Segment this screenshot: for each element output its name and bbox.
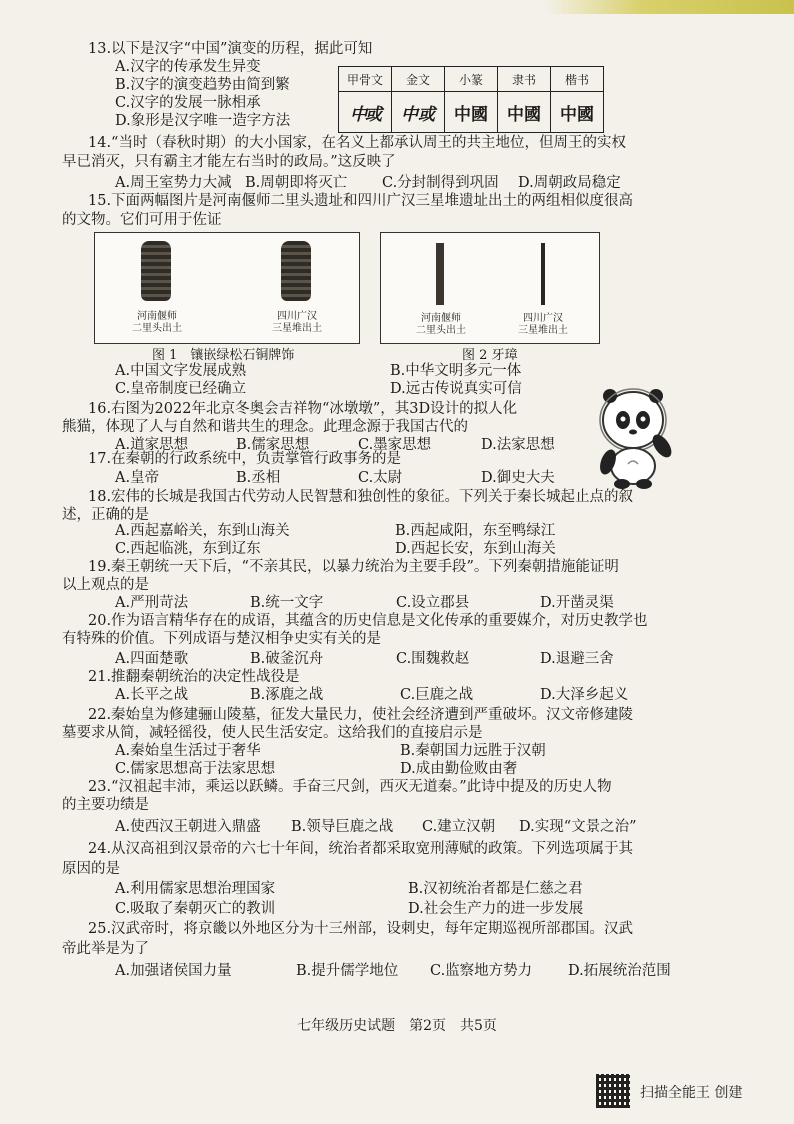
glyph-small-seal: 中國 <box>445 92 498 133</box>
script-evolution-table <box>338 66 604 133</box>
glyph-oracle: 中或 <box>339 92 392 133</box>
q16-option-b: B.儒家思想 <box>236 437 310 453</box>
glyph-bronze: 中或 <box>392 92 445 133</box>
question-15-cont: 的文物。它们可用于佐证 <box>62 212 222 228</box>
page-footer: 七年级历史试题 第2页 共5页 <box>297 1018 497 1034</box>
scan-edge <box>544 0 794 14</box>
question-22-stem: 22.秦始皇为修建骊山陵墓，征发大量民力，使社会经济遭到严重破坏。汉文帝修建陵 <box>88 707 634 723</box>
header-small-seal: 小篆 <box>445 67 498 92</box>
q14-option-c: C.分封制得到巩固 <box>382 175 499 191</box>
q17-option-d: D.御史大夫 <box>481 470 555 486</box>
q14-option-b: B.周朝即将灭亡 <box>245 175 348 191</box>
q25-option-d: D.拓展统治范围 <box>568 963 671 979</box>
question-23-cont: 的主要功绩是 <box>62 797 149 813</box>
figure-2-box <box>380 232 600 344</box>
header-oracle: 甲骨文 <box>339 67 392 92</box>
q24-option-b: B.汉初统治者都是仁慈之君 <box>408 881 583 897</box>
q23-option-b: B.领导巨鹿之战 <box>291 819 394 835</box>
q23-option-c: C.建立汉朝 <box>422 819 496 835</box>
fig2-label-sichuan: 四川广汉 三星堆出土 <box>518 313 568 336</box>
q20-option-b: B.破釜沉舟 <box>250 651 324 667</box>
question-21-stem: 21.推翻秦朝统治的决定性战役是 <box>88 669 300 685</box>
q22-option-c: C.儒家思想高于法家思想 <box>115 761 276 777</box>
q21-option-a: A.长平之战 <box>115 687 189 703</box>
q25-option-c: C.监察地方势力 <box>430 963 533 979</box>
q21-option-c: C.巨鹿之战 <box>400 687 474 703</box>
question-20-cont: 有特殊的价值。下列成语与楚汉相争史实有关的是 <box>62 631 381 647</box>
q24-option-a: A.利用儒家思想治理国家 <box>115 881 276 897</box>
q19-option-c: C.设立郡县 <box>396 595 470 611</box>
q21-option-b: B.涿鹿之战 <box>250 687 324 703</box>
q14-option-a: A.周王室势力大减 <box>115 175 232 191</box>
q15-option-d: D.远古传说真实可信 <box>390 381 522 397</box>
q15-option-c: C.皇帝制度已经确立 <box>115 381 247 397</box>
q14-option-d: D.周朝政局稳定 <box>518 175 621 191</box>
question-18-cont: 述，正确的是 <box>62 507 149 523</box>
q16-option-c: C.墨家思想 <box>358 437 432 453</box>
figure-1-box <box>94 232 360 344</box>
fig1-label-sichuan: 四川广汉 三星堆出土 <box>272 311 322 334</box>
plaque-sichuan-image <box>281 241 311 301</box>
q15-option-a: A.中国文字发展成熟 <box>115 363 247 379</box>
fig1-label-henan: 河南偃师 二里头出土 <box>132 311 182 334</box>
question-18-stem: 18.宏伟的长城是我国古代劳动人民智慧和独创性的象征。下列关于秦长城起止点的叙 <box>88 489 634 505</box>
question-25-stem: 25.汉武帝时，将京畿以外地区分为十三州部，设刺史，每年定期巡视所部郡国。汉武 <box>88 921 634 937</box>
header-regular: 楷书 <box>551 67 604 92</box>
q22-option-b: B.秦朝国力远胜于汉朝 <box>400 743 546 759</box>
q17-option-a: A.皇帝 <box>115 470 160 486</box>
question-14-stem: 14.“当时（春秋时期）的大小国家，在名义上都承认周王的共主地位，但周王的实权 <box>88 135 626 151</box>
q22-option-d: D.成由勤俭败由奢 <box>400 761 518 777</box>
question-24-cont: 原因的是 <box>62 861 120 877</box>
q20-option-c: C.围魏救赵 <box>396 651 470 667</box>
question-22-cont: 墓要求从简，减轻徭役，使人民生活安定。这给我们的直接启示是 <box>62 725 483 741</box>
q19-option-d: D.开凿灵渠 <box>540 595 614 611</box>
question-13-stem: 13.以下是汉字“中国”演变的历程，据此可知 <box>88 41 373 57</box>
q17-option-c: C.太尉 <box>358 470 403 486</box>
q17-option-b: B.丞相 <box>236 470 281 486</box>
bing-dwen-dwen-mascot-image <box>588 380 678 490</box>
q13-option-b: B.汉字的演变趋势由简到繁 <box>115 77 290 93</box>
q13-option-d: D.象形是汉字唯一造字方法 <box>115 113 291 129</box>
header-clerical: 隶书 <box>498 67 551 92</box>
q21-option-d: D.大泽乡起义 <box>540 687 629 703</box>
question-16-cont: 熊猫，体现了人与自然和谐共生的理念。此理念源于我国古代的 <box>62 419 468 435</box>
question-15-stem: 15.下面两幅图片是河南偃师二里头遗址和四川广汉三星堆遗址出土的两组相似度很高 <box>88 193 634 209</box>
header-bronze: 金文 <box>392 67 445 92</box>
question-17-stem: 17.在秦朝的行政系统中，负责掌管行政事务的是 <box>88 451 402 467</box>
question-20-stem: 20.作为语言精华存在的成语，其蕴含的历史信息是文化传承的重要媒介，对历史教学也 <box>88 613 648 629</box>
q18-option-b: B.西起咸阳，东至鸭绿江 <box>395 523 556 539</box>
q18-option-d: D.西起长安，东到山海关 <box>395 541 556 557</box>
question-24-stem: 24.从汉高祖到汉景帝的六七十年间，统治者都采取宽刑薄赋的政策。下列选项属于其 <box>88 841 634 857</box>
q16-option-d: D.法家思想 <box>481 437 555 453</box>
q25-option-a: A.加强诸侯国力量 <box>115 963 232 979</box>
question-25-cont: 帝此举是为了 <box>62 941 149 957</box>
q15-option-b: B.中华文明多元一体 <box>390 363 522 379</box>
q13-option-c: C.汉字的发展一脉相承 <box>115 95 261 111</box>
glyph-clerical: 中國 <box>498 92 551 133</box>
q24-option-c: C.吸取了秦朝灭亡的教训 <box>115 901 276 917</box>
scanner-watermark: 扫描全能王 创建 <box>640 1085 743 1101</box>
q13-option-a: A.汉字的传承发生异变 <box>115 59 261 75</box>
glyph-regular: 中國 <box>551 92 604 133</box>
question-19-cont: 以上观点的是 <box>62 577 149 593</box>
q22-option-a: A.秦始皇生活过于奢华 <box>115 743 261 759</box>
yazhang-sichuan-image <box>541 243 545 305</box>
plaque-henan-image <box>141 241 171 301</box>
figure-2-caption: 图 2 牙璋 <box>462 348 518 363</box>
qr-code-icon <box>596 1074 630 1108</box>
figure-1-caption: 图 1 镶嵌绿松石铜牌饰 <box>152 348 295 363</box>
q18-option-c: C.西起临洮，东到辽东 <box>115 541 261 557</box>
question-23-stem: 23.“汉祖起丰沛，乘运以跃鳞。手奋三尺剑，西灭无道秦。”此诗中提及的历史人物 <box>88 779 612 795</box>
yazhang-henan-image <box>436 243 444 305</box>
q25-option-b: B.提升儒学地位 <box>296 963 399 979</box>
question-16-stem: 16.右图为2022年北京冬奥会吉祥物“冰墩墩”，其3D设计的拟人化 <box>88 401 518 417</box>
q19-option-b: B.统一文字 <box>250 595 324 611</box>
q20-option-a: A.四面楚歌 <box>115 651 189 667</box>
q23-option-a: A.使西汉王朝进入鼎盛 <box>115 819 261 835</box>
q19-option-a: A.严刑苛法 <box>115 595 189 611</box>
fig2-label-henan: 河南偃师 二里头出土 <box>416 313 466 336</box>
question-14-cont: 早已消灭，只有霸主才能左右当时的政局。”这反映了 <box>62 154 396 170</box>
question-19-stem: 19.秦王朝统一天下后，“不亲其民，以暴力统治为主要手段”。下列秦朝措施能证明 <box>88 559 619 575</box>
q16-option-a: A.道家思想 <box>115 437 189 453</box>
q23-option-d: D.实现“文景之治” <box>519 819 637 835</box>
q24-option-d: D.社会生产力的进一步发展 <box>408 901 584 917</box>
q20-option-d: D.退避三舍 <box>540 651 614 667</box>
q18-option-a: A.西起嘉峪关，东到山海关 <box>115 523 290 539</box>
